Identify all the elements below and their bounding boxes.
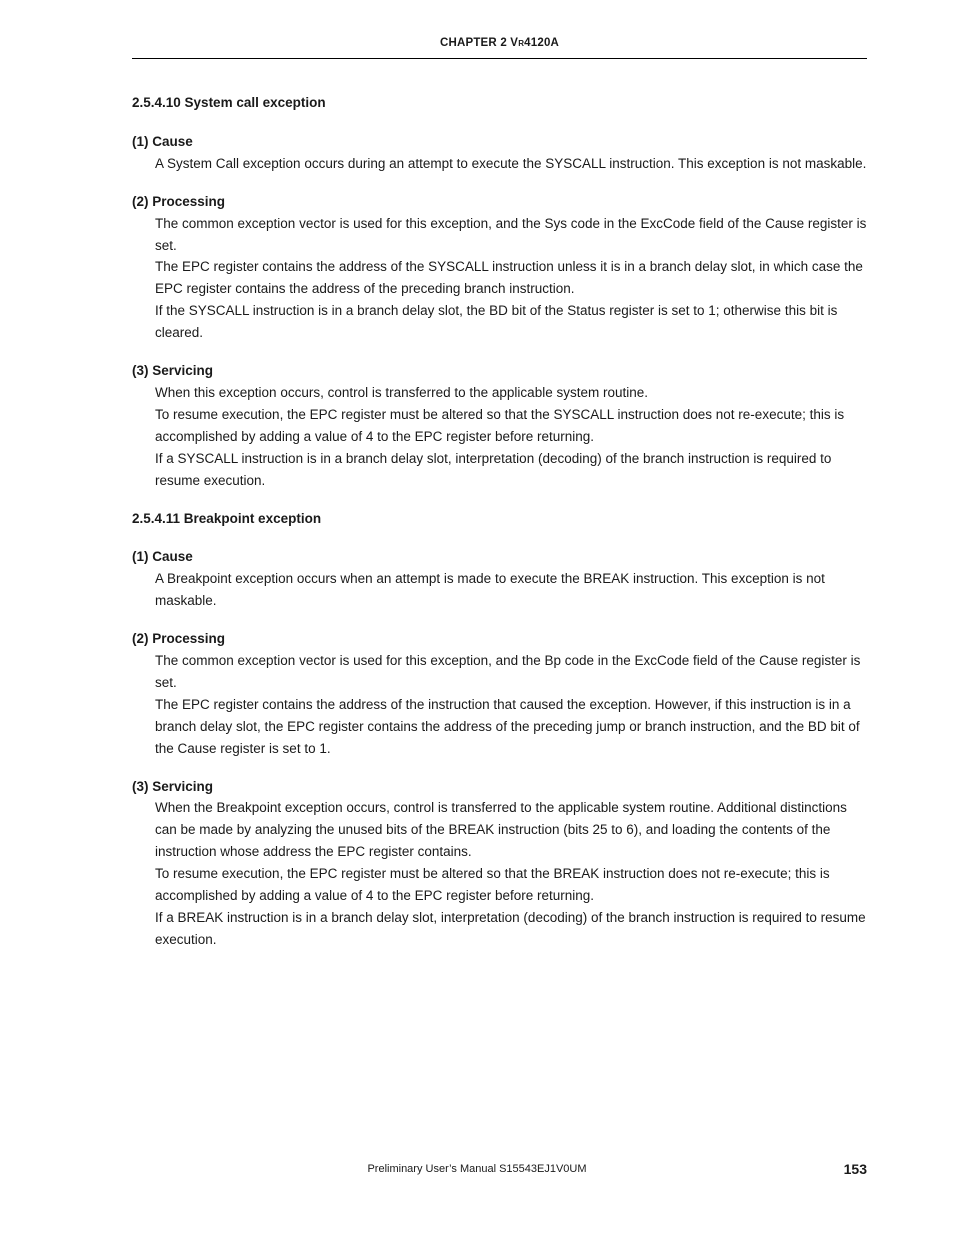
subsection-processing — [132, 191, 870, 344]
paragraph: The common exception vector is used for this exception, and the Sys code in the ExcCode field of the Cause register is set. — [155, 215, 867, 253]
paragraph: When this exception occurs, control is transferred to the applicable system routine. — [155, 384, 648, 400]
subsection-cause — [132, 546, 870, 612]
subsection-cause — [132, 131, 870, 175]
section-title: 2.5.4.11 Breakpoint exception — [132, 510, 322, 526]
subsection-heading: (2) Processing — [132, 631, 226, 647]
footer-manual-id: Preliminary User’s Manual S15543EJ1V0UM — [367, 1163, 587, 1175]
paragraph: If a BREAK instruction is in a branch delay slot, interpretation (decoding) of the branch instruction is required to resume execution. — [155, 910, 866, 947]
section-breakpoint — [132, 508, 870, 951]
subsection-heading: (2) Processing — [132, 193, 226, 209]
paragraph: The EPC register contains the address of the SYSCALL instruction unless it is in a branch delay slot, in which case the EPC register contains the address of the preceding branch instruction. — [155, 259, 863, 297]
subsection-heading: (3) Servicing — [132, 363, 214, 379]
paragraph: If a SYSCALL instruction is in a branch delay slot, interpretation (decoding) of the branch instruction is required to resume execution. — [155, 450, 832, 488]
paragraph: To resume execution, the EPC register must be altered so that the BREAK instruction does not re-execute; this is accomplished by adding a value of 4 to the EPC register before returning. — [155, 866, 830, 904]
page-number: 153 — [843, 1161, 867, 1177]
subsection-processing — [132, 628, 870, 759]
chapter-label: CHAPTER 2 V — [439, 37, 519, 49]
paragraph: A System Call exception occurs during an attempt to execute the SYSCALL instruction. This exception is not maskable. — [155, 155, 867, 171]
subsection-heading: (1) Cause — [132, 133, 193, 149]
paragraph: The EPC register contains the address of the instruction that caused the exception. However, if this instruction is in a branch delay slot, the EPC register contains the address of the preceding jump or branch instruction, and the BD bit of the Cause register is set to 1. — [155, 696, 860, 756]
section-title: 2.5.4.10 System call exception — [132, 95, 326, 110]
page-header — [132, 37, 867, 49]
subsection-servicing — [132, 360, 870, 491]
header-rule — [132, 58, 867, 59]
section-system-call — [132, 92, 870, 492]
paragraph: The common exception vector is used for this exception, and the Bp code in the ExcCode field of the Cause register is set. — [155, 653, 861, 690]
paragraph: If the SYSCALL instruction is in a branch delay slot, the BD bit of the Status register is set to 1; otherwise this bit is cleared. — [155, 303, 838, 341]
subsection-servicing — [132, 776, 870, 951]
paragraph: A Breakpoint exception occurs when an attempt is made to execute the BREAK instruction. This exception is not maskable. — [155, 571, 825, 609]
page-content — [132, 92, 870, 967]
paragraph: To resume execution, the EPC register must be altered so that the SYSCALL instruction does not re-execute; this is accomplished by adding a value of 4 to the EPC register before returning. — [155, 406, 845, 444]
paragraph: When the Breakpoint exception occurs, control is transferred to the applicable system routine. Additional distinctions can be made by analyzing the unused bits of the BREAK instruction (bits 25 to 6), and loading the contents of the instruction whose address the EPC register contains. — [155, 800, 847, 860]
subsection-heading: (3) Servicing — [132, 778, 214, 794]
subsection-heading: (1) Cause — [132, 549, 193, 565]
chapter-subscript: R — [518, 39, 525, 48]
chapter-model: 4120A — [524, 37, 560, 49]
